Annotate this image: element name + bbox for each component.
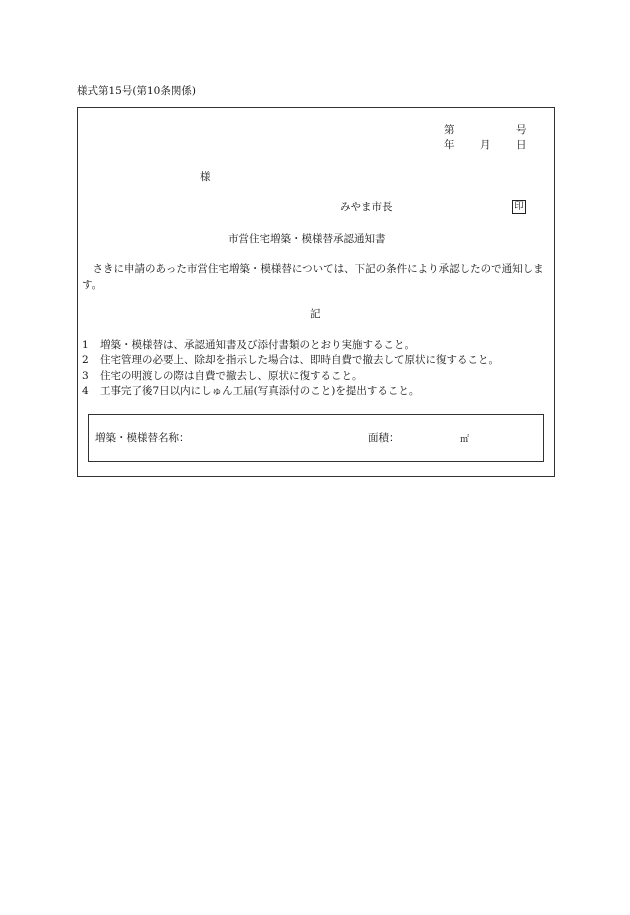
condition-number: 1: [82, 339, 89, 351]
ki-heading: 記: [310, 308, 321, 320]
renovation-name-label: 増築・模様替名称：: [95, 432, 190, 444]
document-title: 市営住宅増築・模様替承認通知書: [228, 233, 386, 245]
condition-item: [82, 354, 499, 367]
date-year-label: 年: [444, 139, 455, 151]
area-unit: ㎡: [460, 435, 470, 445]
issuer-name: みやま市長: [340, 201, 393, 213]
addressee-honorific: 様: [200, 171, 211, 183]
notice-body: さきに申請のあった市営住宅増築・模様替については、下記の条件により承認したので通知します。: [82, 263, 544, 291]
condition-number: 2: [82, 354, 89, 366]
area-label: 面積：: [368, 432, 400, 444]
condition-item: [82, 385, 419, 398]
seal-stamp-box: 印: [512, 200, 526, 214]
condition-number: 3: [82, 370, 89, 382]
condition-text: 増築・模様替は、承認通知書及び添付書類のとおり実施すること。: [100, 339, 415, 351]
condition-item: [82, 370, 363, 383]
form-number-label: 様式第15号(第10条関係): [77, 85, 196, 97]
number-suffix: 号: [516, 124, 527, 136]
date-month-label: 月: [480, 139, 491, 151]
condition-text: 住宅の明渡しの際は自費で撤去し、原状に復すること。: [100, 370, 363, 382]
date-day-label: 日: [516, 139, 527, 151]
condition-number: 4: [82, 385, 89, 397]
number-prefix: 第: [444, 124, 455, 136]
condition-item: [82, 339, 415, 352]
condition-text: 住宅管理の必要上、除却を指示した場合は、即時自費で撤去して原状に復すること。: [100, 354, 499, 366]
condition-text: 工事完了後7日以内にしゅん工届(写真添付のこと)を提出すること。: [100, 385, 420, 397]
